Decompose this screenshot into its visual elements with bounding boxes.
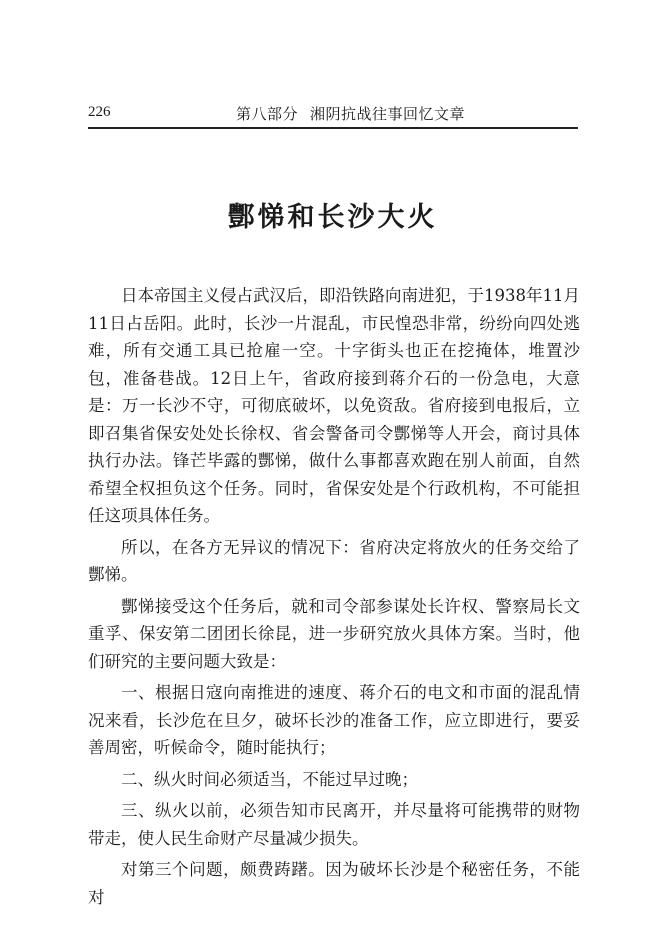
paragraph: 一、根据日寇向南推进的速度、蒋介石的电文和市面的混乱情况来看，长沙危在旦夕，破坏长沙的准备工作，应立即进行，要妥善周密，听候命令，随时能执行；	[88, 683, 580, 757]
paragraph: 三、纵火以前，必须告知市民离开，并尽量将可能携带的财物带走，使人民生命财产尽量减少损失。	[88, 801, 580, 848]
article-body	[88, 282, 580, 915]
paragraph: 所以，在各方无异议的情况下：省府决定将放火的任务交给了酆悌。	[88, 537, 580, 584]
running-head	[236, 103, 465, 124]
paragraph: 日本帝国主义侵占武汉后，即沿铁路向南进犯，于1938年11月11日占岳阳。此时，长沙一片混乱，市民惶恐非常，纷纷向四处逃难，所有交通工具已抢雇一空。十字街头也正在挖掩体，堆置沙包，准备巷战。12日上午，省政府接到蒋介石的一份急电，大意是：万一长沙不守，可彻底破坏，以免资敌。省府接到电报后，立即召集省保安处处长徐权、省会警备司令酆悌等人开会，商讨具体执行办法。锋芒毕露的酆悌，做什么事都喜欢跑在别人前面，自然希望全权担负这个任务。同时，省保安处是个行政机构，不可能担任这项具体任务。	[88, 286, 580, 525]
paragraph: 二、纵火时间必须适当，不能过早过晚；	[121, 769, 418, 789]
paragraph: 对第三个问题，颇费踌躇。因为破坏长沙是个秘密任务，不能对	[88, 860, 580, 907]
page-header	[88, 100, 578, 126]
header-rule	[88, 127, 578, 129]
part-label: 第八部分	[236, 105, 299, 123]
article-title: 酆悌和长沙大火	[227, 202, 438, 233]
book-title: 湘阴抗战往事回忆文章	[310, 105, 466, 123]
page-number: 226	[88, 104, 111, 120]
paragraph: 酆悌接受这个任务后，就和司令部参谋处长许权、警察局长文重孚、保安第二团团长徐昆，进一步研究放火具体方案。当时，他们研究的主要问题大致是：	[88, 596, 580, 671]
